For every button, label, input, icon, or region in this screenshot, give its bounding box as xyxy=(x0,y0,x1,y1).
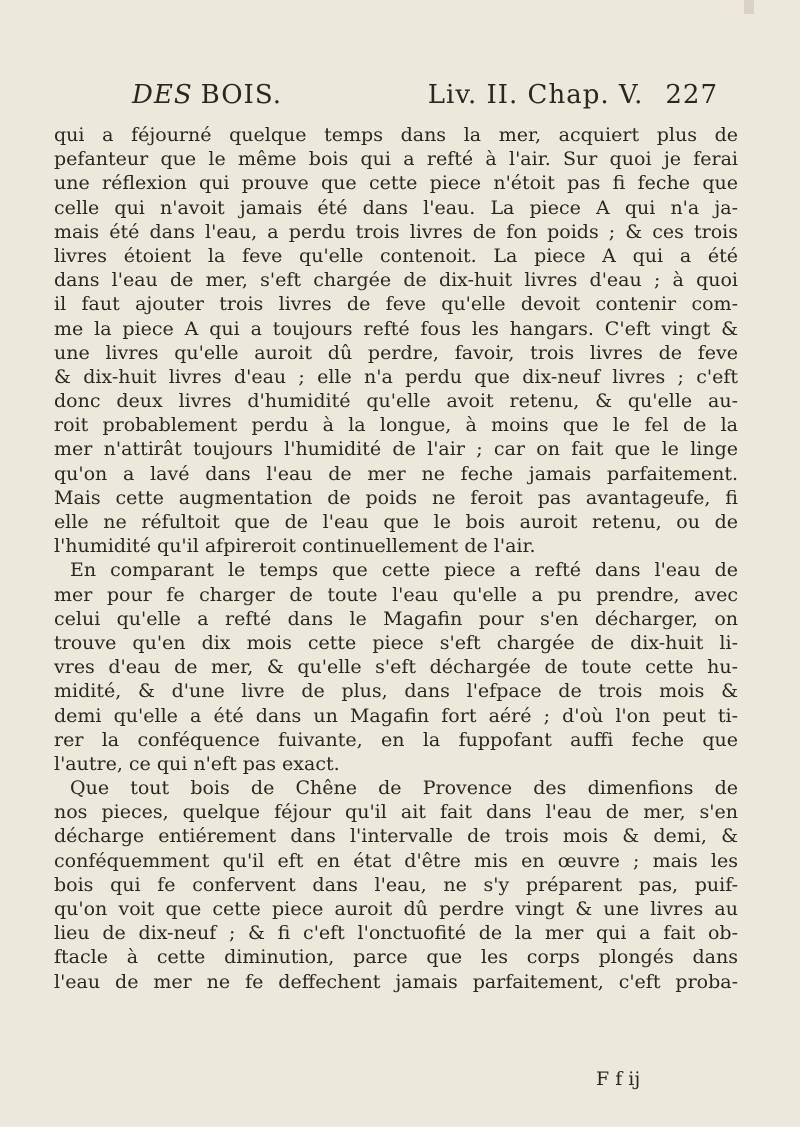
text-line: l'eau de mer ne fe deffechent jamais parfaitement, c'eft proba- xyxy=(54,970,738,993)
text-line: qu'on voit que cette piece auroit dû perdre vingt & une livres au xyxy=(54,898,738,920)
text-line: qui a féjourné quelque temps dans la mer, acquiert plus de xyxy=(54,124,738,146)
header-chapter-label: Liv. II. Chap. V. xyxy=(427,80,644,110)
header-chapter xyxy=(428,80,718,110)
signature-mark: F f ij xyxy=(596,1068,641,1090)
text-line: En comparant le temps que cette piece a refté dans l'eau de xyxy=(70,559,738,582)
text-line: rer la conféquence fuivante, en la fuppofant auffi feche que xyxy=(54,728,738,751)
page-smudge xyxy=(744,0,754,14)
text-line: trouve qu'en dix mois cette piece s'eft chargée de dix-huit li- xyxy=(54,631,738,654)
text-line: mais été dans l'eau, a perdu trois livres de fon poids ; & ces trois xyxy=(54,220,738,243)
text-line: nos pieces, quelque féjour qu'il ait fait dans l'eau de mer, s'en xyxy=(54,801,738,824)
text-line: dans l'eau de mer, s'eft chargée de dix-huit livres d'eau ; à quoi xyxy=(54,269,738,292)
text-line: midité, & d'une livre de plus, dans l'efpace de trois mois & xyxy=(54,680,738,703)
text-line: roit probablement perdu à la longue, à moins que le fel de la xyxy=(54,414,738,437)
text-line: donc deux livres d'humidité qu'elle avoit retenu, & qu'elle au- xyxy=(54,390,738,413)
text-line: demi qu'elle a été dans un Magafin fort aéré ; d'où l'on peut ti- xyxy=(54,704,738,727)
header-title xyxy=(132,80,282,110)
text-line: décharge entiérement dans l'intervalle de trois mois & demi, & xyxy=(54,825,738,848)
text-line: pefanteur que le même bois qui a refté à l'air. Sur quoi je ferai xyxy=(54,148,738,171)
text-line: livres étoient la feve qu'elle contenoit. La piece A qui a été xyxy=(54,244,738,267)
text-line: qu'on a lavé dans l'eau de mer ne feche jamais parfaitement. xyxy=(54,462,738,485)
text-line: l'autre, ce qui n'eft pas exact. xyxy=(54,752,340,775)
text-line: une réflexion qui prouve que cette piece n'étoit pas fi feche que xyxy=(54,172,738,195)
text-line: bois qui fe confervent dans l'eau, ne s'y préparent pas, puif- xyxy=(54,873,738,896)
text-line: me la piece A qui a toujours refté fous les hangars. C'eft vingt & xyxy=(54,317,738,340)
text-line: & dix-huit livres d'eau ; elle n'a perdu que dix-neuf livres ; c'eft xyxy=(54,365,738,388)
text-line: lieu de dix-neuf ; & fi c'eft l'onctuofité de la mer qui a fait ob- xyxy=(54,922,738,945)
text-line: mer n'attirât toujours l'humidité de l'air ; car on fait que le linge xyxy=(54,438,738,461)
text-line: Mais cette augmentation de poids ne feroit pas avantageufe, fi xyxy=(54,486,738,509)
text-line: celle qui n'avoit jamais été dans l'eau. La piece A qui n'a ja- xyxy=(54,196,738,219)
header-title-des: DES xyxy=(132,80,193,110)
text-line: ftacle à cette diminution, parce que les corps plongés dans xyxy=(54,946,738,969)
text-line: une livres qu'elle auroit dû perdre, favoir, trois livres de feve xyxy=(54,341,738,364)
text-line: vres d'eau de mer, & qu'elle s'eft déchargée de toute cette hu- xyxy=(54,656,738,679)
page-number: 227 xyxy=(665,80,718,110)
text-line: Que tout bois de Chêne de Provence des dimenfions de xyxy=(70,777,738,800)
text-line: conféquemment qu'il eft en état d'être mis en œuvre ; mais les xyxy=(54,849,738,872)
text-line: mer pour fe charger de toute l'eau qu'elle a pu prendre, avec xyxy=(54,583,738,606)
running-header xyxy=(132,80,718,112)
body-text xyxy=(54,123,738,994)
text-line: elle ne réfultoit que de l'eau que le bois auroit retenu, ou de xyxy=(54,511,738,533)
text-line: il faut ajouter trois livres de feve qu'elle devoit contenir com- xyxy=(54,293,738,316)
header-title-bois: BOIS. xyxy=(200,80,282,110)
text-line: celui qu'elle a refté dans le Magafin pour s'en décharger, on xyxy=(54,607,738,630)
text-line: l'humidité qu'il afpireroit continuellement de l'air. xyxy=(54,535,536,558)
